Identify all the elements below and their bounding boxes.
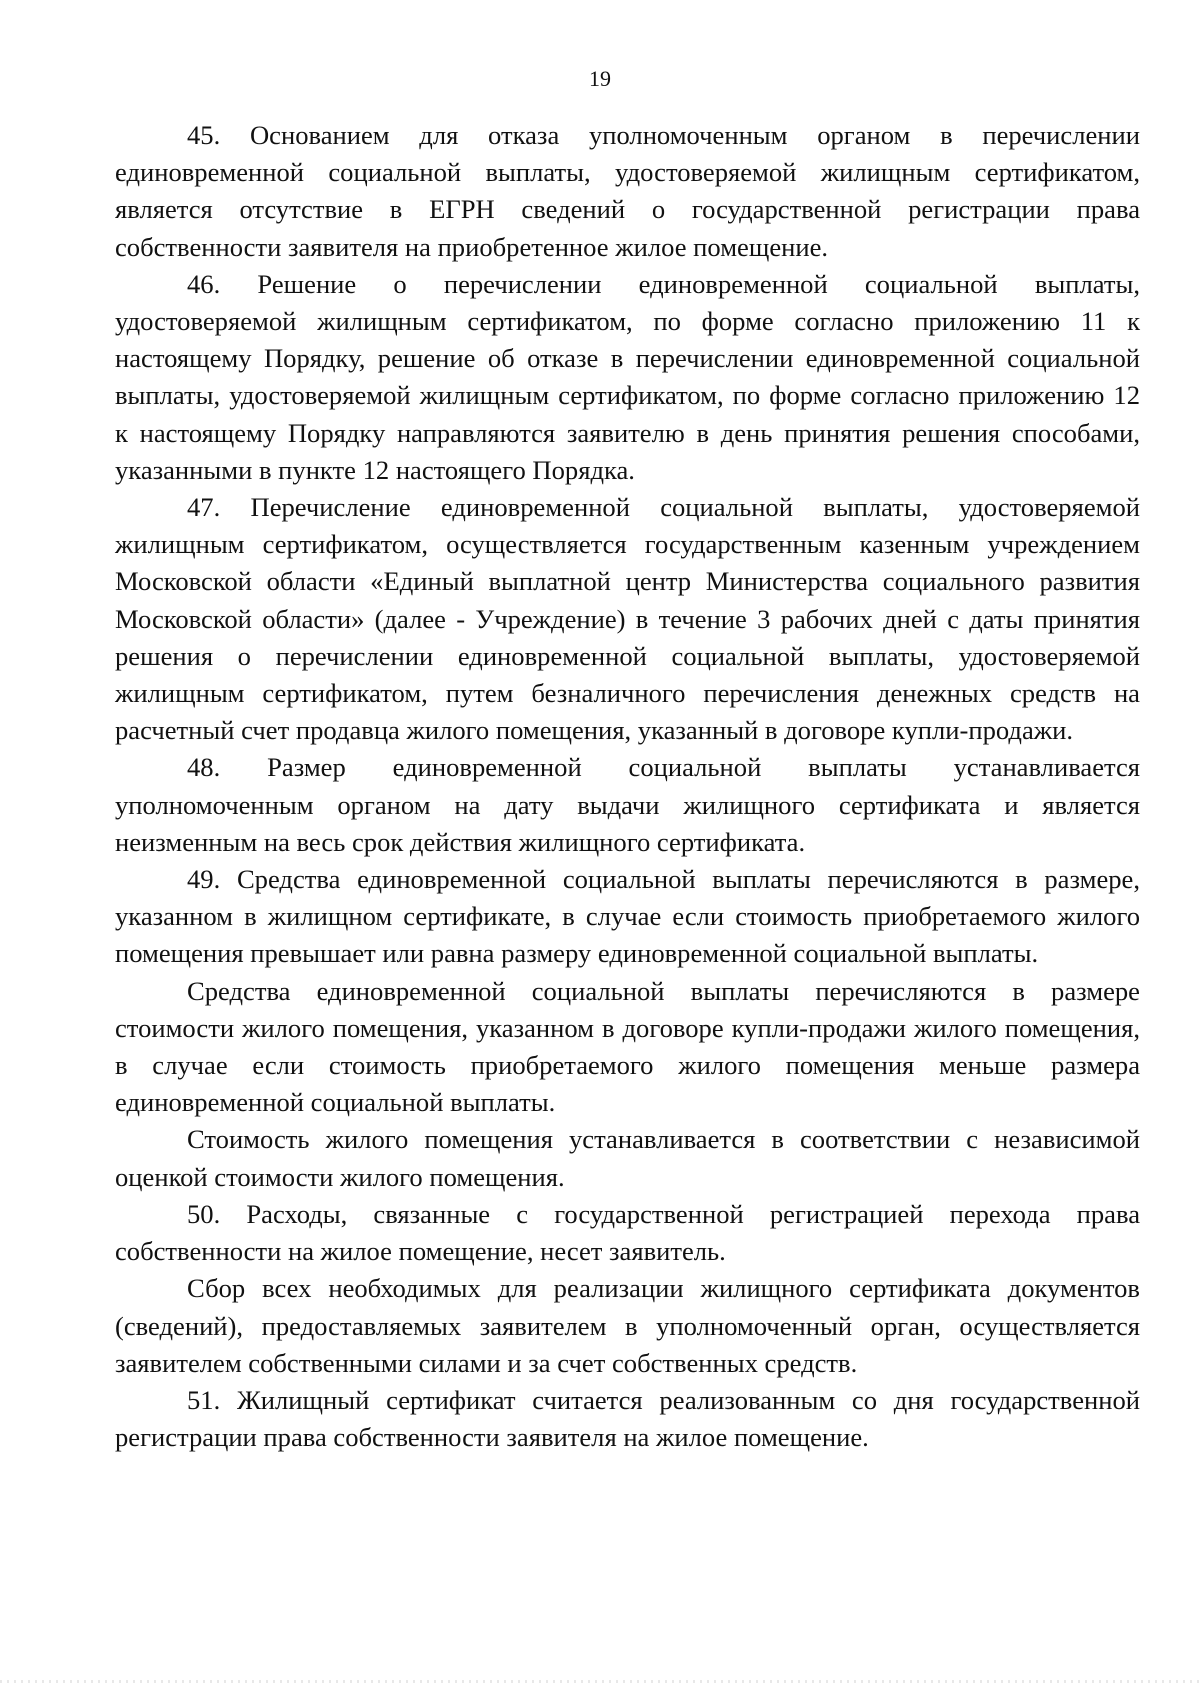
paragraph-49-continued: Средства единовременной социальной выплаты перечисляются в размере стоимости жилого помещения, указанном в договоре купли-продажи жилого помещения, в случае если стоимость приобретаемого жилого помещения меньше размера единовременной социальной выплаты. (115, 975, 1140, 1118)
paragraph-47: 47. Перечисление единовременной социальной выплаты, удостоверяемой жилищным сертификатом, осуществляется государственным казенным учреждением Московской области «Единый выплатной центр Министерства социального развития Московской области» (далее - Учреждение) в течение 3 рабочих дней с даты принятия решения о перечислении единовременной социальной выплаты, удостоверяемой жилищным сертификатом, путем безналичного перечисления денежных средств на расчетный счет продавца жилого помещения, указанный в договоре купли-продажи. (115, 492, 1140, 746)
paragraph-45: 45. Основанием для отказа уполномоченным органом в перечислении единовременной социальной выплаты, удостоверяемой жилищным сертификатом, является отсутствие в ЕГРН сведений о государственной регистрации права собственности заявителя на приобретенное жилое помещение. (115, 120, 1140, 262)
paragraph-50: 50. Расходы, связанные с государственной регистрацией перехода права собственности на жилое помещение, несет заявитель. (115, 1198, 1140, 1267)
paragraph-51: 51. Жилищный сертификат считается реализованным со дня государственной регистрации права собственности заявителя на жилое помещение. (115, 1384, 1140, 1453)
paragraph-50-continued: Сбор всех необходимых для реализации жилищного сертификата документов (сведений), предоставляемых заявителем в уполномоченный орган, осуществляется заявителем собственными силами и за счет собственных средств. (115, 1273, 1140, 1378)
paragraph-48: 48. Размер единовременной социальной выплаты устанавливается уполномоченным органом на дату выдачи жилищного сертификата и является неизменным на весь срок действия жилищного сертификата. (115, 752, 1140, 857)
paragraph-46: 46. Решение о перечислении единовременной социальной выплаты, удостоверяемой жилищным сертификатом, по форме согласно приложению 11 к настоящему Порядку, решение об отказе в перечислении единовременной социальной выплаты, удостоверяемой жилищным сертификатом, по форме согласно приложению 12 к настоящему Порядку направляются заявителю в день принятия решения способами, указанными в пункте 12 настоящего Порядка. (115, 268, 1140, 485)
document-body (115, 117, 1140, 1456)
page-number: 19 (589, 66, 611, 91)
paragraph-49: 49. Средства единовременной социальной выплаты перечисляются в размере, указанном в жилищном сертификате, в случае если стоимость приобретаемого жилого помещения превышает или равна размеру единовременной социальной выплаты. (115, 864, 1140, 969)
scan-edge-artifact (0, 1680, 1200, 1683)
paragraph-49-valuation: Стоимость жилого помещения устанавливается в соответствии с независимой оценкой стоимости жилого помещения. (115, 1124, 1140, 1192)
